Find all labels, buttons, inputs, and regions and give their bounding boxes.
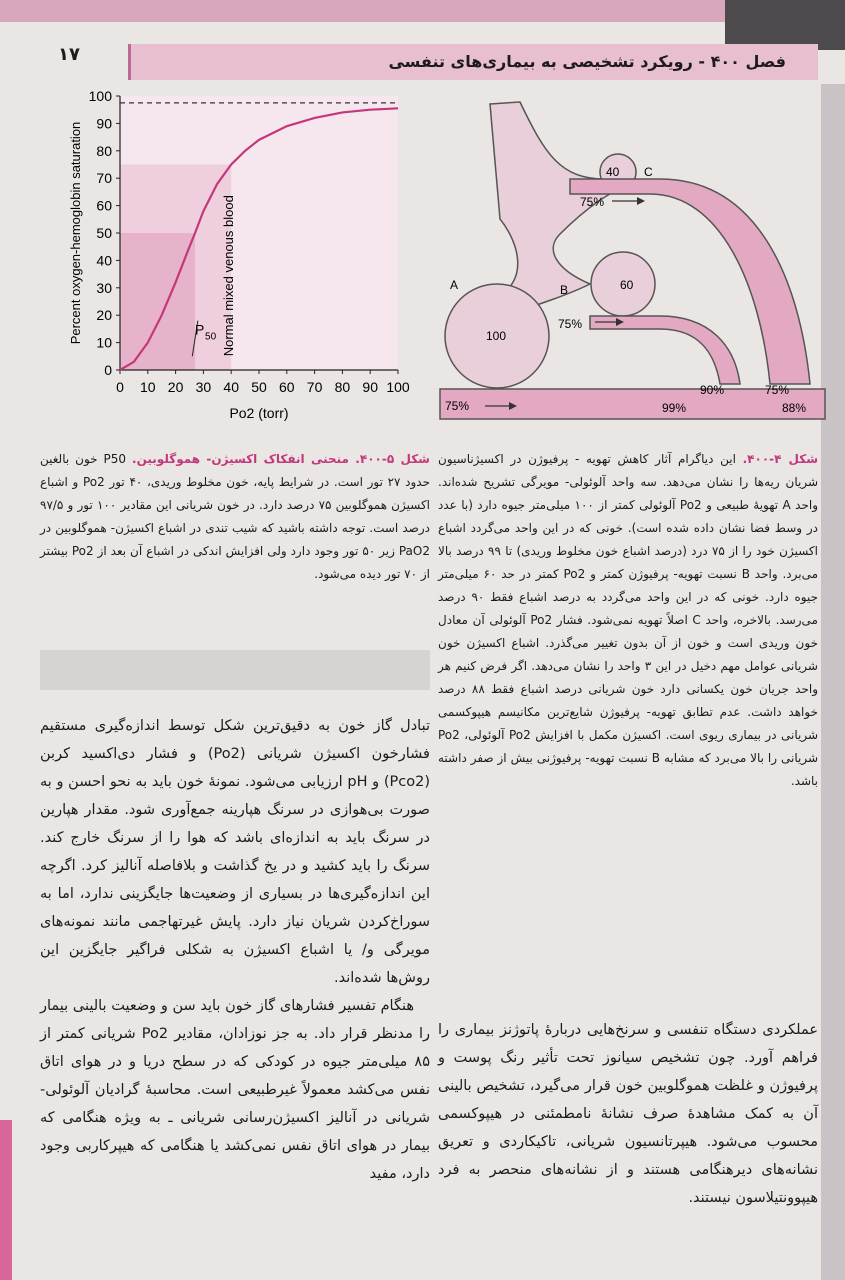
y-tick-label: 40 <box>96 252 112 269</box>
caption-left-figure <box>40 448 430 586</box>
capillary-b <box>590 316 740 384</box>
label-c: C <box>644 165 653 179</box>
y-tick-label: 0 <box>104 362 112 378</box>
y-tick-label: 30 <box>96 279 112 296</box>
caption-right-text: این دیاگرام آثار کاهش تهویه - پرفیوژن در اکسیژناسیون شریان ریه‌ها را نشان می‌دهد. سه واحد آلوئولی- مویرگی تشریح شده‌اند. واحد A تهویهٔ طبیعی و Po2 آلوئولی کمتر از ۱۰۰ میلی‌متر جیوه دارد (با عدد در وسط فضا نشان داده شده است). خونی که در این واحد می‌گردد اشباع اکسیژن خود را از ۷۵ درد (درصد اشباع خون مخلوط وریدی) تا ۹۹ درصد بالا می‌برد. واحد B نسبت تهویه- پرفیوژن کمتر و Po2 کمتر در حد ۶۰ میلی‌متر جیوه دارد. خونی که در این واحد می‌گردد به درصد اشباع فقط ۹۰ درصد می‌رسد. بالاخره، واحد C اصلاً تهویه نمی‌شود. فشار Po2 آلوئولی آن معادل خون وریدی است و خون از آن بدون تغییر می‌گذرد. اشباع اکسیژن خون شریانی عوامل مهم دخیل در این ۳ واحد را نشان می‌دهد. اگر فرض کنیم هر واحد جریان خون یکسانی دارد خون شریانی درصد اشباع فقط ۸۸ درصد خواهد داشت. عدم تطابق تهویه- پرفیوژن شایع‌ترین مکانیسم هیپوکسمی شریانی در بیماری ریوی است. اکسیژن مکمل با افزایش Po2 آلوئولی، Po2 شریانی را بالا می‌برد که مشابه B نسبت تهویه- پرفیوژنی بیش از صفر داشته باشد. <box>438 452 819 788</box>
caption-left-text: P50 خون بالغین حدود ۲۷ تور است. در شرایط پایه، خون مخلوط وریدی، ۴۰ تور Po2 و اشباع اکسیژن هموگلوبین ۷۵ درصد دارد. در خون شریانی این مقادیر ۱۰۰ تور و ۹۷/۵ درصد است. توجه داشته باشید که شیب تندی در اشباع اکسیژن- هموگلوبین در PaO2 زیر ۵۰ تور وجود دارد ولی افزایش اندکی در اشباع آن بعد از Po2 بیشتر از ۷۰ تور دیده می‌شود. <box>40 452 431 581</box>
y-tick-label: 50 <box>96 225 112 241</box>
caption-right-figure <box>438 448 818 793</box>
inflow-c: 75% <box>580 195 605 209</box>
chapter-header-bar <box>128 44 818 80</box>
body-left-paragraph: هنگام تفسیر فشارهای گاز خون باید سن و وضعیت بالینی بیمار را مدنظر قرار داد. به جز نوزادان، مقادیر Po2 شریانی کمتر از ۸۵ میلی‌متر جیوه در کودکی که در سطح دریا و در هوای اتاق نفس می‌کشد معمولاً غیرطبیعی است. محاسبهٔ گرادیان آلوئولی- شریانی در آنالیز اکسیژن‌رسانی شریانی ـ به ویژه هنگامی که بیمار در هوای اتاق نفس نمی‌کشد یا هنگامی که هیپرکاربی وجود دارد، مفید <box>40 998 431 1182</box>
figures-area <box>0 84 845 444</box>
body-right-column <box>438 1016 818 1212</box>
x-tick-label: 50 <box>251 379 267 395</box>
x-tick-label: 10 <box>140 379 156 395</box>
body-right-paragraph: عملکردی دستگاه تنفسی و سرنخ‌هایی دربارهٔ پاتوژنز بیماری را فراهم آورد. چون تشخیص سیانوز تحت تأثیر رنگ پوست و پرفیوژن و غلظت هموگلوبین خون قرار می‌گیرد، تشخیص بالینی آن به کمک مشاهدهٔ صرف نشانهٔ نامطمئنی در هیپوکسمی محسوب می‌شود. هیپرتانسیون شریانی، تاکیکاردی و تعریق نشانه‌های دیرهنگامی هستند و از نشانه‌های منحصر به فرد هیپوونتیلاسون نیستند. <box>438 1022 818 1206</box>
out-c: 75% <box>765 383 790 397</box>
caption-left-label: شکل ۵-۴۰۰. منحنی انفکاک اکسیژن- هموگلوبین. <box>132 452 430 466</box>
venous-blood-label: Normal mixed venous blood <box>221 195 237 357</box>
mixed-value: 88% <box>782 401 807 415</box>
p50-label: P <box>195 321 205 338</box>
unit-c-value: 40 <box>606 165 620 179</box>
bleed-through-shadow <box>40 650 430 690</box>
x-tick-label: 90 <box>362 379 378 395</box>
y-tick-label: 20 <box>96 307 112 324</box>
label-b: B <box>560 283 569 297</box>
p50-subscript: 50 <box>205 331 217 343</box>
x-tick-label: 20 <box>167 379 184 395</box>
label-a: A <box>450 278 459 292</box>
oxygen-dissociation-chart <box>68 88 410 421</box>
x-tick-label: 60 <box>279 379 295 395</box>
x-tick-label: 30 <box>195 379 212 395</box>
y-tick-label: 70 <box>96 170 112 187</box>
y-axis-title: Percent oxygen-hemoglobin saturation <box>68 121 83 345</box>
unit-a-value: 100 <box>486 329 507 343</box>
flow-arrowhead-c <box>637 197 645 205</box>
x-tick-label: 0 <box>116 379 124 395</box>
x-tick-label: 80 <box>334 379 351 395</box>
y-tick-label: 10 <box>96 334 112 351</box>
unit-b-value: 60 <box>620 278 634 292</box>
p50-region <box>120 233 195 370</box>
x-tick-label: 100 <box>386 379 410 395</box>
x-tick-label: 40 <box>223 379 239 395</box>
vq-mismatch-diagram <box>440 102 825 419</box>
y-tick-label: 60 <box>96 197 112 214</box>
out-b: 90% <box>700 383 725 397</box>
out-a: 99% <box>662 401 687 415</box>
inflow-b: 75% <box>558 317 583 331</box>
side-tab-marker <box>0 1120 12 1280</box>
y-tick-label: 80 <box>96 142 112 159</box>
top-color-band <box>0 0 845 22</box>
page-number: ۱۷ <box>58 44 80 65</box>
caption-right-label: شکل ۴-۴۰۰. <box>742 452 819 466</box>
inflow-a: 75% <box>445 399 470 413</box>
x-tick-label: 70 <box>306 379 323 395</box>
y-tick-label: 100 <box>88 88 112 104</box>
chapter-title: فصل ۴۰۰ - رویکرد تشخیصی به بیماری‌های تنفسی <box>388 52 786 71</box>
x-axis-title: Po2 (torr) <box>229 405 289 421</box>
y-tick-label: 90 <box>96 115 112 132</box>
body-left-column <box>40 712 430 1188</box>
body-left-paragraph: تبادل گاز خون به دقیق‌ترین شکل توسط اندازه‌گیری مستقیم فشارخون اکسیژن شریانی (Po2) و فشار دی‌اکسید کربن (Pco2) و pH ارزیابی می‌شود. نمونهٔ خون باید به نحو احسن و به صورت بی‌هوازی در سرنگ هپارینه جمع‌آوری شود. مقدار هپارین در سرنگ باید به اندازه‌ای باشد که هوا را از سرنگ خارج کند. سرنگ را باید کشید و در یخ گذاشت و بلافاصله آنالیز کرد. اگرچه این اندازه‌گیری‌ها در بسیاری از وضعیت‌ها جایگزینی ندارد، اما به سوراخ‌کردن شریان نیاز دارد. پایش غیرتهاجمی مانند نمونه‌های مویرگی و/ یا اشباع اکسیژن به شکلی فراگیر جایگزین این روش‌ها شده‌اند. <box>40 718 430 986</box>
